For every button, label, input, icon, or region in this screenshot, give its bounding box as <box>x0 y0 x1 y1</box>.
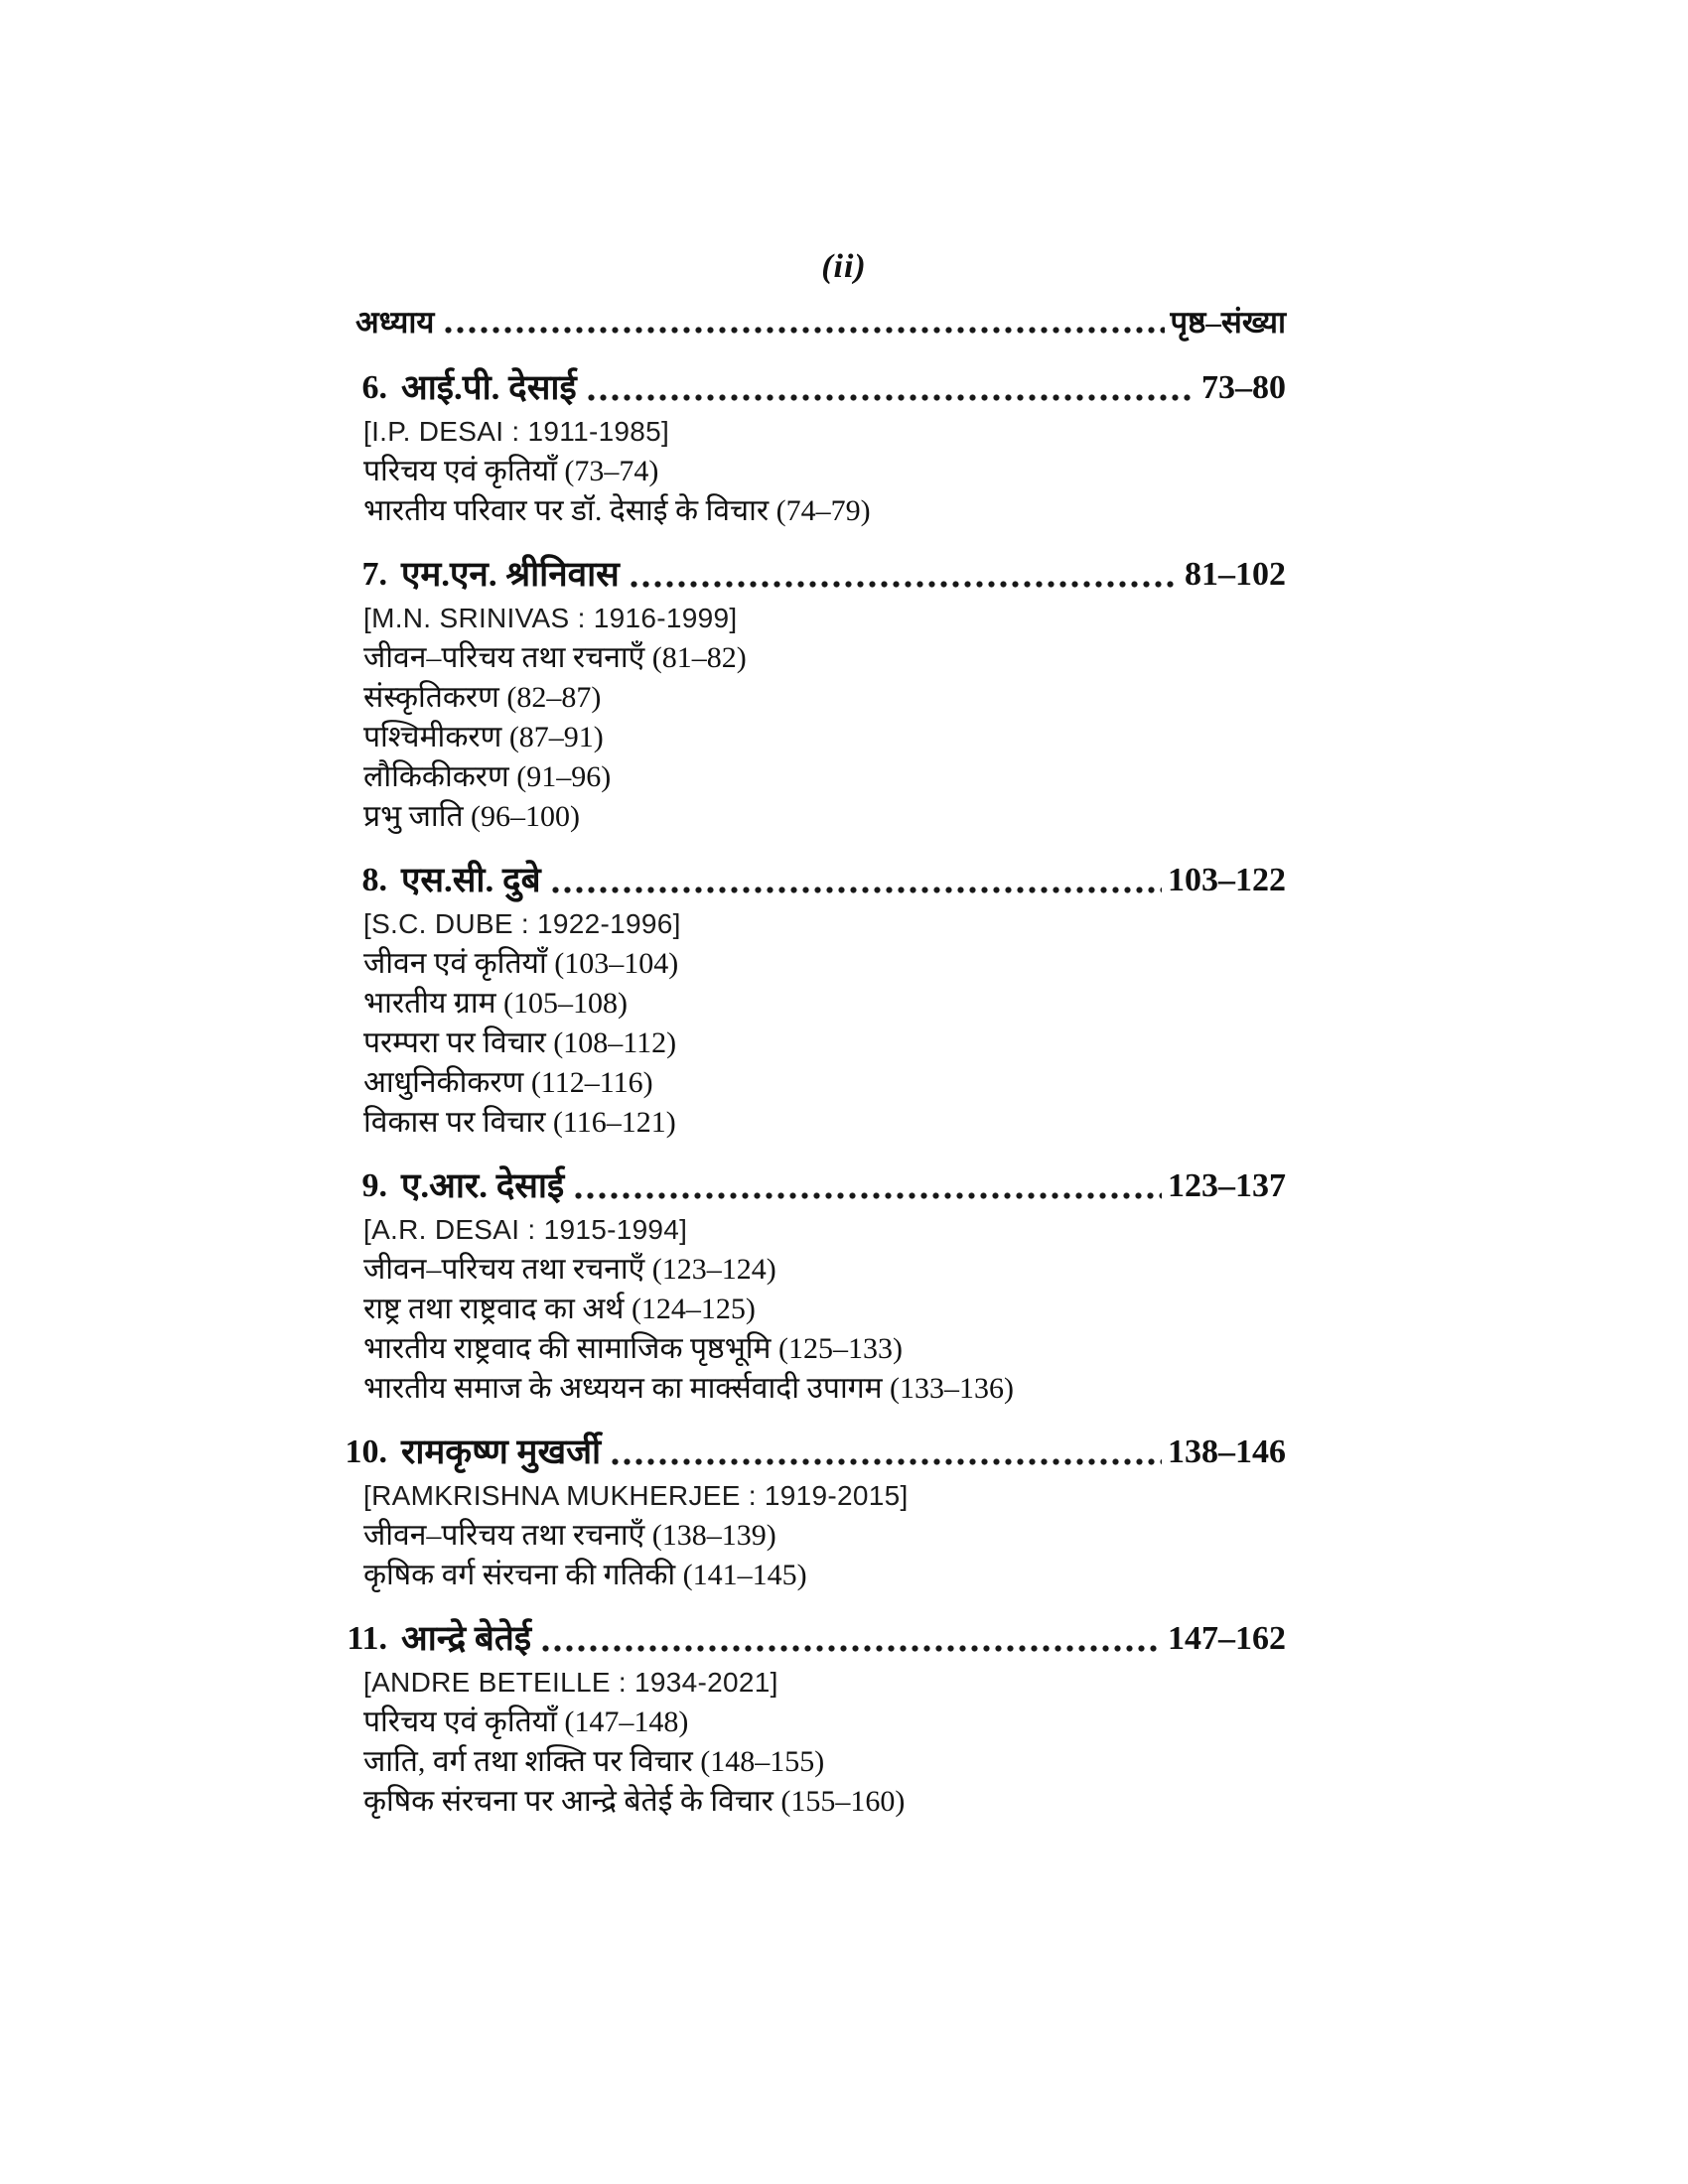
chapter-heading-row <box>298 1615 1286 1663</box>
toc-chapter <box>298 1429 1286 1595</box>
chapter-author-en: [S.C. DUBE : 1922-1996] <box>363 908 681 939</box>
toc-header-row <box>355 301 1286 344</box>
chapter-number: 6. <box>361 369 387 406</box>
chapter-title: रामकृष्ण मुखर्जी <box>401 1433 602 1471</box>
chapter-page-range: 138–146 <box>1168 1433 1286 1470</box>
toc-subitem: परम्परा पर विचार (108–112) <box>363 1026 677 1059</box>
toc-subitem: विकास पर विचार (116–121) <box>363 1106 676 1139</box>
toc-subitem: आधुनिकीकरण (112–116) <box>363 1066 653 1099</box>
dotted-leader <box>444 326 1164 335</box>
toc-subitem: जीवन एवं कृतियाँ (103–104) <box>363 947 679 980</box>
chapter-title: एस.सी. दुबे <box>401 861 541 899</box>
toc-subitem: जीवन–परिचय तथा रचनाएँ (138–139) <box>363 1519 776 1552</box>
dotted-leader <box>541 1644 1162 1653</box>
chapter-author-en: [I.P. DESAI : 1911-1985] <box>363 416 670 447</box>
toc-subitem: राष्ट्र तथा राष्ट्रवाद का अर्थ (124–125) <box>363 1293 756 1325</box>
chapter-page-range: 103–122 <box>1168 862 1286 898</box>
chapter-author-en: [ANDRE BETEILLE : 1934-2021] <box>363 1667 778 1698</box>
chapter-heading-row <box>298 551 1286 599</box>
chapter-page-range: 123–137 <box>1168 1167 1286 1204</box>
toc-chapter <box>298 1162 1286 1409</box>
toc-subitem: परिचय एवं कृतियाँ (73–74) <box>363 455 659 487</box>
toc-subitem: जीवन–परिचय तथा रचनाएँ (81–82) <box>363 641 747 674</box>
chapter-title: एम.एन. श्रीनिवास <box>401 555 620 594</box>
toc-subitem: परिचय एवं कृतियाँ (147–148) <box>363 1706 689 1738</box>
chapter-heading-row <box>298 857 1286 904</box>
dotted-leader <box>630 580 1179 589</box>
toc-chapter <box>298 857 1286 1143</box>
dotted-leader <box>611 1457 1162 1466</box>
chapter-list <box>298 364 1286 1822</box>
chapter-page-range: 73–80 <box>1201 369 1286 406</box>
dotted-leader <box>551 886 1162 894</box>
toc-chapter <box>298 1615 1286 1822</box>
chapter-number: 11. <box>347 1620 387 1657</box>
chapter-page-range: 147–162 <box>1168 1620 1286 1657</box>
toc-subitem: प्रभु जाति (96–100) <box>363 800 581 833</box>
toc-chapter <box>298 364 1286 531</box>
chapter-title: आई.पी. देसाई <box>401 368 577 407</box>
chapter-heading-row <box>298 364 1286 412</box>
chapter-author-en: [A.R. DESAI : 1915-1994] <box>363 1214 688 1245</box>
toc-subitem: कृषिक संरचना पर आन्द्रे बेतेई के विचार (155–160) <box>363 1785 906 1818</box>
chapter-title: आन्द्रे बेतेई <box>401 1619 532 1658</box>
dotted-leader <box>587 393 1196 402</box>
toc-subitem: लौकिकीकरण (91–96) <box>363 760 612 793</box>
toc-subitem: जाति, वर्ग तथा शक्ति पर विचार (148–155) <box>363 1745 825 1778</box>
toc-subitem: भारतीय परिवार पर डॉ. देसाई के विचार (74–79) <box>363 494 871 527</box>
chapter-title: ए.आर. देसाई <box>401 1166 565 1205</box>
chapter-number: 9. <box>361 1167 387 1204</box>
toc-subitem: संस्कृतिकरण (82–87) <box>363 681 602 714</box>
chapter-heading-row <box>298 1429 1286 1476</box>
toc-subitem: भारतीय ग्राम (105–108) <box>363 987 629 1020</box>
toc-subitem: भारतीय राष्ट्रवाद की सामाजिक पृष्ठभूमि (125–133) <box>363 1332 903 1365</box>
toc-subitem: भारतीय समाज के अध्ययन का मार्क्सवादी उपागम (133–136) <box>363 1372 1015 1405</box>
chapter-author-en: [RAMKRISHNA MUKHERJEE : 1919-2015] <box>363 1480 909 1511</box>
page-folio: (ii) <box>821 248 867 285</box>
toc-content <box>298 301 1286 1822</box>
toc-chapter <box>298 551 1286 837</box>
toc-header-chapter-label: अध्याय <box>355 305 435 340</box>
toc-header-page-label: पृष्ठ–संख्या <box>1170 305 1286 340</box>
chapter-page-range: 81–102 <box>1185 556 1286 593</box>
chapter-number: 8. <box>361 862 387 898</box>
toc-subitem: कृषिक वर्ग संरचना की गतिकी (141–145) <box>363 1559 807 1591</box>
dotted-leader <box>574 1191 1162 1200</box>
chapter-number: 7. <box>361 556 387 593</box>
chapter-number: 10. <box>345 1433 387 1470</box>
toc-subitem: पश्चिमीकरण (87–91) <box>363 721 604 753</box>
chapter-heading-row <box>298 1162 1286 1210</box>
toc-subitem: जीवन–परिचय तथा रचनाएँ (123–124) <box>363 1253 776 1286</box>
chapter-author-en: [M.N. SRINIVAS : 1916-1999] <box>363 603 738 633</box>
